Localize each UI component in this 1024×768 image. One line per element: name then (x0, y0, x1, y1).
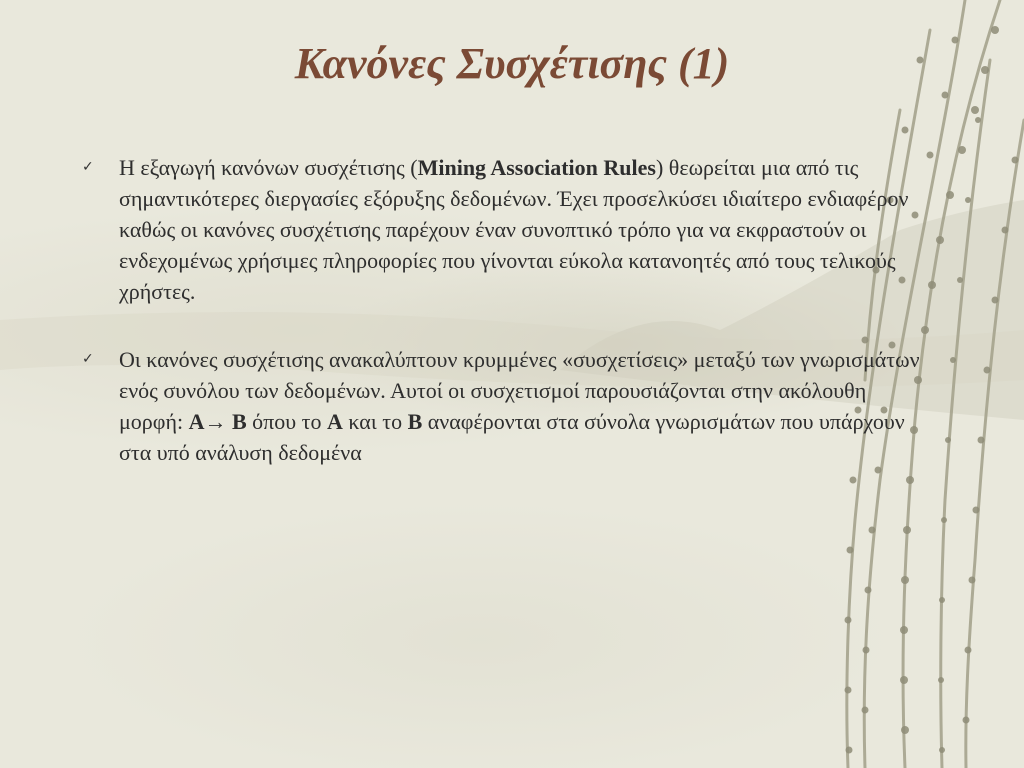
bullet-item (82, 344, 932, 468)
slide-title: Κανόνες Συσχέτισης (1) (294, 39, 730, 88)
bold-b: B (407, 409, 423, 434)
bullet-text: Οι κανόνες συσχέτισης ανακαλύπτουν κρυμμένες «συσχετίσεις» μεταξύ των γνωρισμάτων ενός συνόλου των δεδομένων. Αυτοί οι συσχετισμοί παρουσιάζονται στην ακόλουθη μορφή: A→ B όπου το A και το B αναφέρονται στα σύνολα γνωρισμάτων που υπάρχουν στα υπό ανάλυση δεδομένα (119, 347, 920, 465)
bold-term: Mining Association Rules (417, 155, 656, 180)
rule-rhs: B (231, 409, 247, 434)
check-icon: ✓ (82, 159, 94, 175)
bullet-item (82, 152, 932, 307)
bullet-list (82, 152, 932, 505)
bold-a: A (327, 409, 343, 434)
rule-lhs: A (188, 409, 205, 434)
bullet-text: Η εξαγωγή κανόνων συσχέτισης (Mining Association Rules) θεωρείται μια από τις σημαντικότερες διεργασίες εξόρυξης δεδομένων. Έχει προσελκύσει ιδιαίτερο ενδιαφέρον καθώς οι κανόνες συσχέτισης παρέχουν έναν συνοπτικό τρόπο για να εκφραστούν οι ενδεχομένως χρήσιμες πληροφορίες που γίνονται εύκολα κατανοητές από τους τελικούς χρήστες. (119, 155, 909, 304)
arrow-icon: → (204, 409, 227, 434)
check-icon: ✓ (82, 351, 94, 367)
